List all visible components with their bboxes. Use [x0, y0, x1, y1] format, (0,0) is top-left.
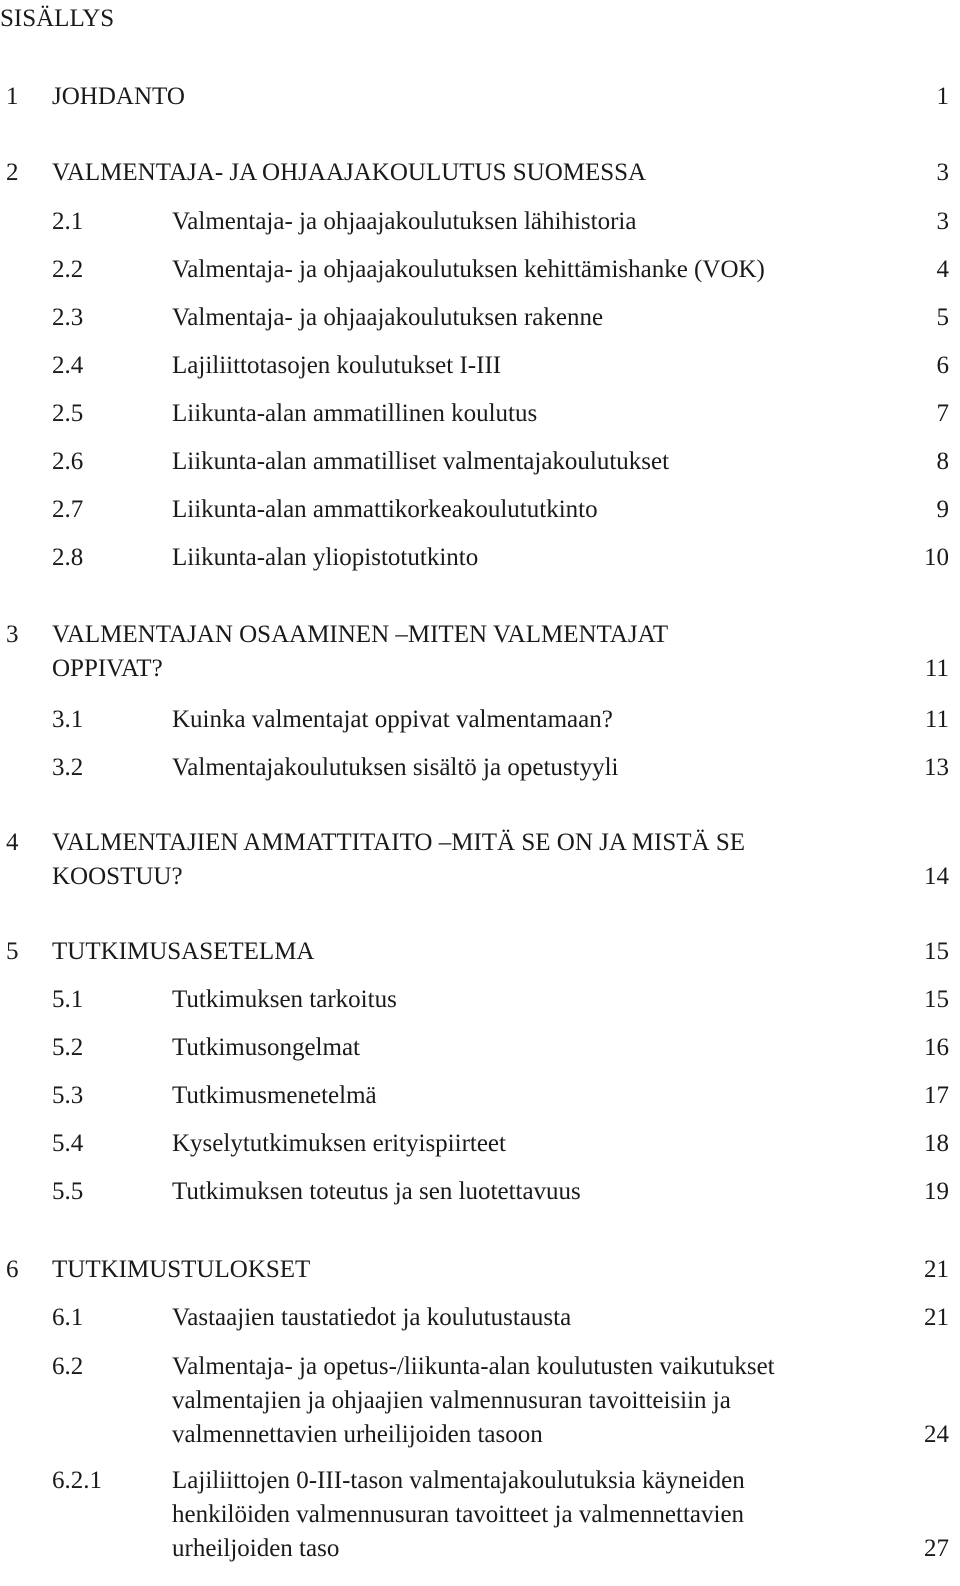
- toc-entry-number: 1: [6, 83, 19, 110]
- page-title: SISÄLLYS: [0, 5, 115, 32]
- toc-entry-title: Liikunta-alan ammatillinen koulutus: [172, 400, 538, 427]
- toc-entry-title: Tutkimusongelmat: [172, 1034, 360, 1061]
- toc-entry-title: OPPIVAT?: [52, 655, 163, 682]
- toc-page-number: 21: [924, 1304, 949, 1331]
- toc-entry-title: Valmentaja- ja ohjaajakoulutuksen lähihistoria: [172, 208, 637, 235]
- toc-entry-number: 6.1: [52, 1304, 84, 1331]
- toc-entry-title: valmennettavien urheilijoiden tasoon: [172, 1421, 543, 1448]
- toc-entry-number: 2.4: [52, 352, 84, 379]
- toc-entry-title: TUTKIMUSASETELMA: [52, 938, 315, 965]
- toc-page-number: 15: [924, 938, 949, 965]
- toc-entry-number: 5.1: [52, 986, 84, 1013]
- toc-entry-title: VALMENTAJAN OSAAMINEN –MITEN VALMENTAJAT: [52, 621, 669, 648]
- toc-entry-title: henkilöiden valmennusuran tavoitteet ja valmennettavien: [172, 1501, 745, 1528]
- toc-entry-number: 5.2: [52, 1034, 84, 1061]
- toc-page-number: 4: [936, 256, 949, 283]
- toc-entry-title: urheiljoiden taso: [172, 1535, 340, 1562]
- toc-entry-number: 2.2: [52, 256, 84, 283]
- toc-entry-number: 2.5: [52, 400, 84, 427]
- toc-entry-number: 6.2: [52, 1353, 84, 1380]
- toc-page-number: 17: [924, 1082, 949, 1109]
- toc-entry-title: Kyselytutkimuksen erityispiirteet: [172, 1130, 506, 1157]
- toc-entry-number: 5.4: [52, 1130, 84, 1157]
- toc-entry-title: Valmentaja- ja ohjaajakoulutuksen kehittämishanke (VOK): [172, 256, 765, 283]
- toc-entry-number: 2.6: [52, 448, 84, 475]
- toc-entry-title: Kuinka valmentajat oppivat valmentamaan?: [172, 706, 613, 733]
- toc-entry-number: 2.3: [52, 304, 84, 331]
- toc-entry-number: 5.5: [52, 1178, 84, 1205]
- toc-entry-number: 4: [6, 829, 19, 856]
- toc-entry-title: valmentajien ja ohjaajien valmennusuran tavoitteisiin ja: [172, 1387, 731, 1414]
- toc-entry-title: Liikunta-alan yliopistotutkinto: [172, 544, 479, 571]
- toc-page-number: 3: [936, 159, 949, 186]
- toc-page-number: 27: [924, 1535, 949, 1562]
- toc-page-number: 11: [924, 706, 949, 733]
- toc-entry-number: 5.3: [52, 1082, 84, 1109]
- toc-page-number: 13: [924, 754, 949, 781]
- toc-entry-title: Valmentajakoulutuksen sisältö ja opetustyyli: [172, 754, 619, 781]
- toc-page-number: 15: [924, 986, 949, 1013]
- toc-entry-title: JOHDANTO: [52, 83, 185, 110]
- toc-page-number: 8: [936, 448, 949, 475]
- toc-entry-number: 5: [6, 938, 19, 965]
- toc-entry-number: 2.1: [52, 208, 84, 235]
- toc-entry-number: 3.1: [52, 706, 84, 733]
- toc-page-number: 21: [924, 1256, 949, 1283]
- toc-page-number: 16: [924, 1034, 949, 1061]
- toc-entry-number: 6.2.1: [52, 1467, 102, 1494]
- toc-page-number: 10: [924, 544, 949, 571]
- toc-page-number: 11: [924, 655, 949, 682]
- toc-entry-title: Valmentaja- ja opetus-/liikunta-alan koulutusten vaikutukset: [172, 1353, 775, 1380]
- toc-entry-title: Liikunta-alan ammatilliset valmentajakoulutukset: [172, 448, 670, 475]
- toc-page-number: 24: [924, 1421, 949, 1448]
- toc-entry-title: VALMENTAJIEN AMMATTITAITO –MITÄ SE ON JA MISTÄ SE: [52, 829, 745, 856]
- toc-page-number: 3: [936, 208, 949, 235]
- toc-entry-title: Vastaajien taustatiedot ja koulutustausta: [172, 1304, 572, 1331]
- toc-page-number: 1: [936, 83, 949, 110]
- toc-entry-title: Valmentaja- ja ohjaajakoulutuksen rakenne: [172, 304, 604, 331]
- toc-entry-title: VALMENTAJA- JA OHJAAJAKOULUTUS SUOMESSA: [52, 159, 647, 186]
- toc-entry-title: TUTKIMUSTULOKSET: [52, 1256, 311, 1283]
- toc-entry-title: Tutkimusmenetelmä: [172, 1082, 377, 1109]
- toc-page-number: 14: [924, 863, 949, 890]
- toc-entry-title: Tutkimuksen toteutus ja sen luotettavuus: [172, 1178, 581, 1205]
- toc-page-number: 6: [936, 352, 949, 379]
- toc-entry-title: KOOSTUU?: [52, 863, 183, 890]
- toc-entry-number: 2: [6, 159, 19, 186]
- toc-entry-title: Liikunta-alan ammattikorkeakoulututkinto: [172, 496, 598, 523]
- toc-page-number: 18: [924, 1130, 949, 1157]
- toc-entry-title: Lajiliittotasojen koulutukset I-III: [172, 352, 502, 379]
- toc-page-number: 7: [936, 400, 949, 427]
- toc-entry-number: 3.2: [52, 754, 84, 781]
- toc-entry-number: 6: [6, 1256, 19, 1283]
- toc-entry-number: 2.8: [52, 544, 84, 571]
- toc-page-number: 19: [924, 1178, 949, 1205]
- toc-page-number: 9: [936, 496, 949, 523]
- toc-entry-number: 2.7: [52, 496, 84, 523]
- toc-entry-title: Lajiliittojen 0-III-tason valmentajakoulutuksia käyneiden: [172, 1467, 745, 1494]
- toc-entry-number: 3: [6, 621, 19, 648]
- toc-page-number: 5: [936, 304, 949, 331]
- toc-entry-title: Tutkimuksen tarkoitus: [172, 986, 397, 1013]
